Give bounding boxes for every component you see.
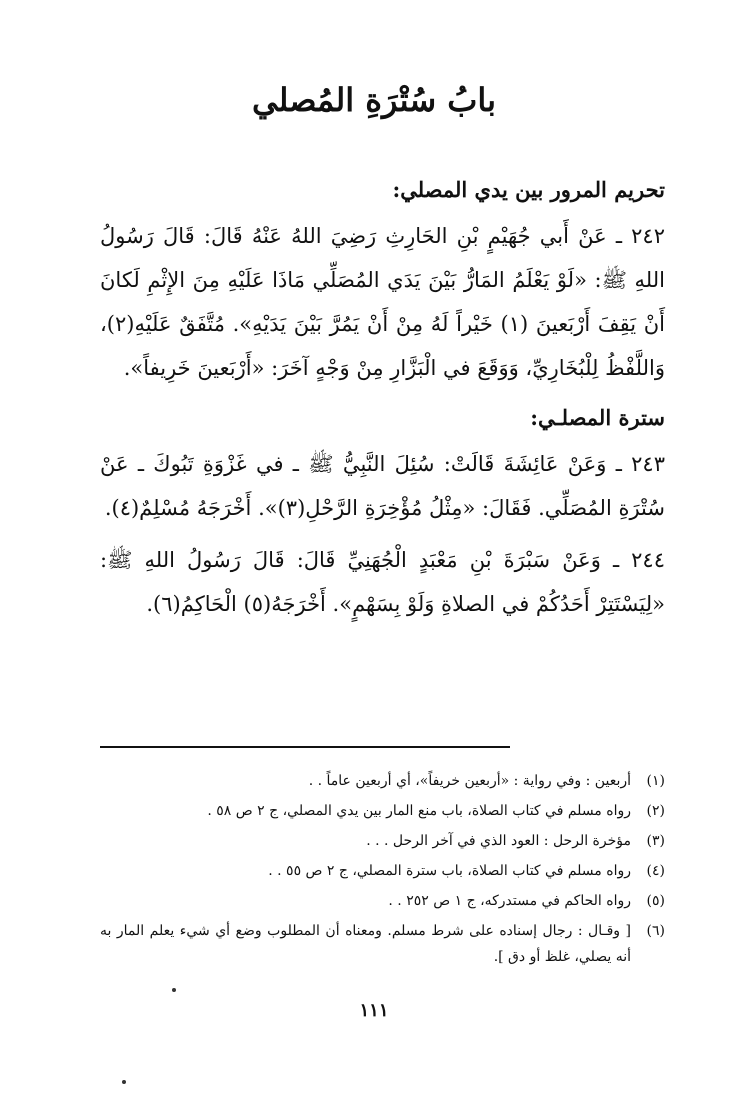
footnote-text: [ وقـال : رجال إسناده على شرط مسلم. ومعناه أن المطلوب وضع أي شيء يعلم المار به أنه يصلي، غلظ أو دق ].	[100, 923, 631, 965]
section-heading: تحريم المرور بين يدي المصلي:	[392, 177, 665, 202]
footnote-number: (٦)	[646, 923, 665, 939]
footnote-text: رواه الحاكم في مستدركه، ج ١ ص ٢٥٢ . .	[388, 893, 631, 909]
page-number: ١١١	[359, 1000, 389, 1021]
scan-speck	[122, 1080, 126, 1084]
hadith-paragraph	[100, 538, 665, 626]
footnote-number: (١)	[646, 773, 665, 789]
chapter-title: بابُ سُتْرَةِ المُصلي	[251, 81, 497, 119]
footnote-number: (٥)	[646, 893, 665, 909]
hadith-number: ٢٤٣ ـ	[615, 452, 665, 476]
footnote-separator	[100, 746, 510, 748]
footnote	[100, 798, 665, 824]
hadith-paragraph	[100, 214, 665, 390]
footnote-number: (٢)	[646, 803, 665, 819]
footnote-text: رواه مسلم في كتاب الصلاة، باب سترة المصلي، ج ٢ ص ٥٥ . .	[268, 863, 631, 879]
footnote-text: أربعين : وفي رواية : «أربعين خريفاً»، أي أربعين عاماً . .	[308, 773, 631, 789]
footnote	[100, 888, 665, 914]
hadith-text: وَعَنْ عَائِشَةَ قَالَتْ: سُئِلَ النَّبِيُّ ﷺ ـ في غَزْوَةِ تَبُوكَ ـ عَنْ سُتْرَةِ المُصَلِّي. فَقَالَ: «مِثْلُ مُؤْخِرَةِ الرَّحْلِ(٣)». أَخْرَجَهُ مُسْلِمٌ(٤).	[100, 452, 665, 520]
footnote-number: (٤)	[646, 863, 665, 879]
footnote-text: مؤخرة الرحل : العود الذي في آخر الرحل . . .	[366, 833, 631, 849]
footnote	[100, 828, 665, 854]
section	[100, 398, 665, 626]
footnote-text: رواه مسلم في كتاب الصلاة، باب منع المار بين يدي المصلي، ج ٢ ص ٥٨ .	[207, 803, 631, 819]
hadith-text: وَعَنْ سَبْرَةَ بْنِ مَعْبَدٍ الْجُهَنِيِّ قَالَ: قَالَ رَسُولُ اللهِ ﷺ: «لِيَسْتَتِرْ أَحَدُكُمْ في الصلاةِ وَلَوْ بِسَهْمٍ». أَخْرَجَهُ(٥) الْحَاكِمُ(٦).	[100, 548, 665, 616]
body-text	[100, 170, 665, 634]
hadith-text: عَنْ أَبي جُهَيْمٍ بْنِ الحَارِثِ رَضِيَ اللهُ عَنْهُ قَالَ: قَالَ رَسُولُ اللهِ ﷺ: «لَوْ يَعْلَمُ المَارُّ بَيْنَ يَدَي المُصَلِّي مَاذَا عَلَيْهِ مِنَ الإِثْمِ لَكانَ أَنْ يَقِفَ أَرْبَعينَ (١) خَيْراً لَهُ مِنْ أَنْ يَمُرَّ بَيْنَ يَدَيْهِ». مُتَّفَقٌ عَلَيْهِ(٢)، وَاللَّفْظُ لِلْبُخَارِيِّ، وَوَقَعَ في الْبَزَّارِ مِنْ وَجْهٍ آخَرَ: «أَرْبَعينَ خَرِيفاً».	[100, 224, 665, 380]
footnote	[100, 768, 665, 794]
section	[100, 170, 665, 390]
hadith-number: ٢٤٢ ـ	[615, 224, 665, 248]
footnote-number: (٣)	[646, 833, 665, 849]
scan-speck	[172, 988, 176, 992]
footnotes	[100, 768, 665, 974]
hadith-number: ٢٤٤ ـ	[612, 548, 665, 572]
section-heading: سترة المصلـي:	[530, 405, 665, 430]
footnote	[100, 858, 665, 884]
footnote	[100, 918, 665, 970]
hadith-paragraph	[100, 442, 665, 530]
